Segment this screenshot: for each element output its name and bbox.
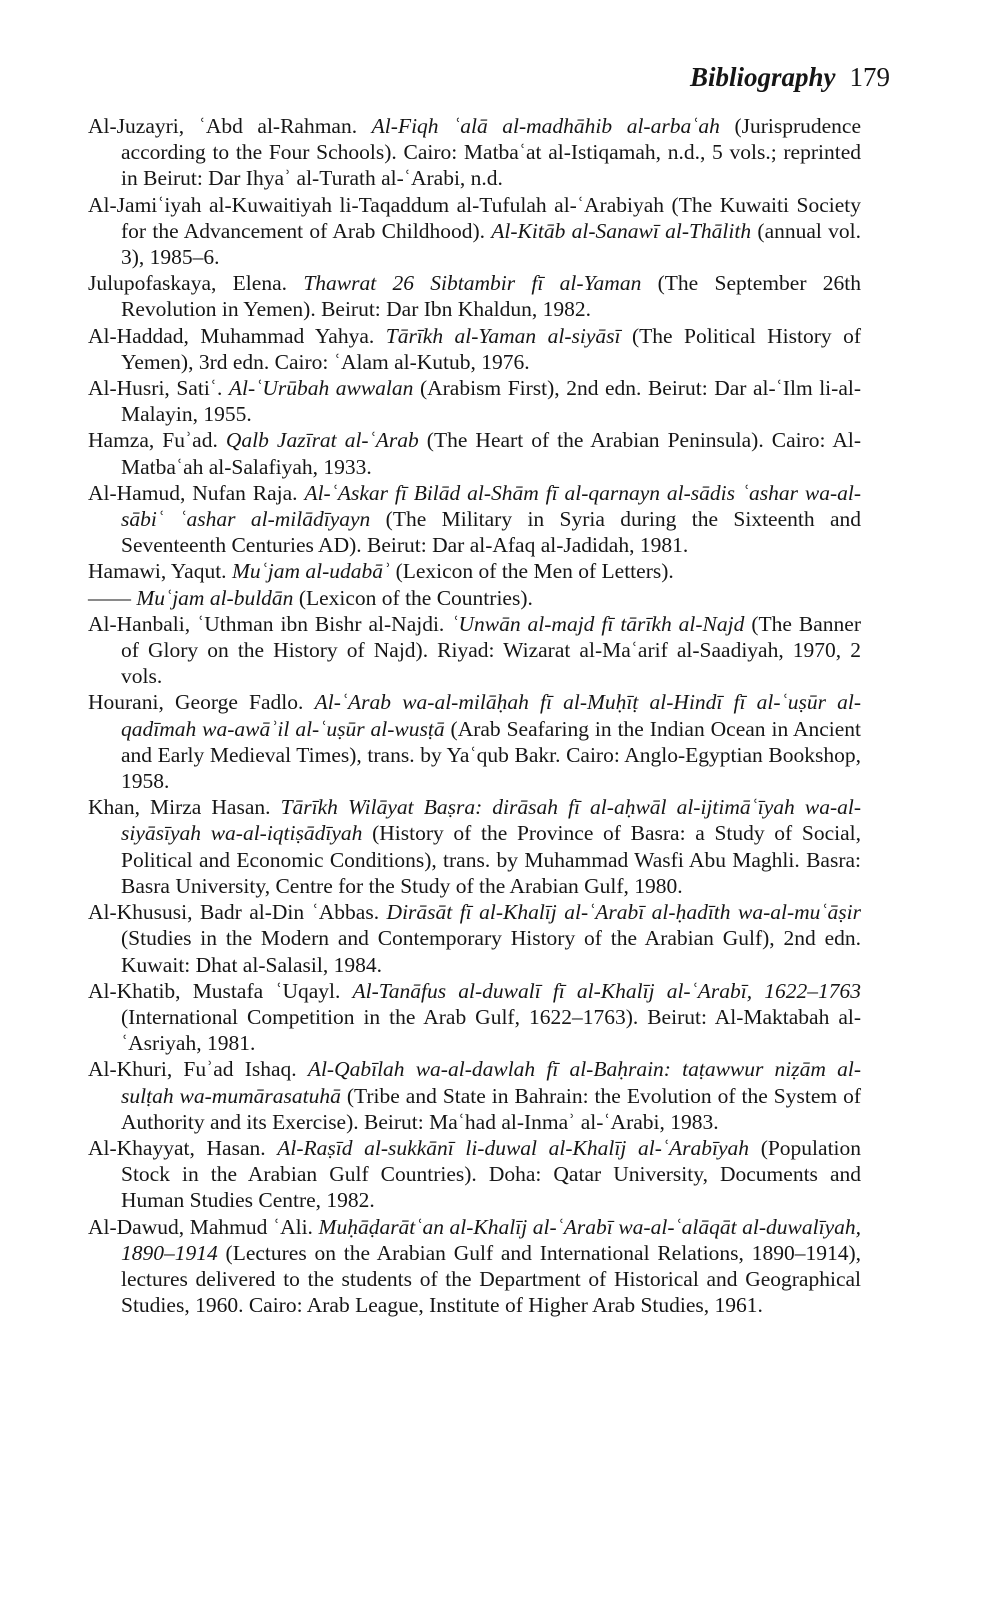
bibliography-entry	[88, 794, 861, 899]
bibliography-entry	[88, 375, 861, 427]
page-number: 179	[849, 62, 890, 92]
entry-title: ʿUnwān al-majd fī tārīkh al-Najd	[451, 611, 745, 636]
entry-details: (The September 26th Revolution in Yemen). Beirut: Dar Ibn Khaldun, 1982.	[121, 271, 862, 322]
bibliography-entry	[88, 1214, 861, 1319]
bibliography-list	[88, 113, 861, 1318]
entry-title: Muʿjam al-udabāʾ	[231, 559, 391, 584]
entry-title: Al-ʿArab wa-al-milāḥah fī al-Muḥīṭ al-Hindī fī al-ʿuṣūr al-qadīmah wa-awāʾil al-ʿuṣūr al-wusṭā	[121, 690, 862, 741]
bibliography-entry	[88, 558, 861, 584]
bibliography-entry	[88, 1056, 861, 1135]
entry-title: Tārīkh al-Yaman al-siyāsī	[385, 323, 621, 348]
bibliography-entry	[88, 192, 861, 271]
bibliography-entry	[88, 270, 861, 322]
entry-author: Al-Husri, Satiʿ.	[88, 376, 223, 401]
entry-details: (Lectures on the Arabian Gulf and International Relations, 1890–1914), lectures delivered to the students of the Department of Historical and Geographical Studies, 1960. Cairo: Arab League, Institute of Higher Arab Studies, 1961.	[121, 1240, 862, 1318]
entry-author: Al-Hanbali, ʿUthman ibn Bishr al-Najdi.	[88, 611, 445, 636]
entry-author: Al-Hamud, Nufan Raja.	[88, 480, 298, 505]
entry-title: Muḥāḍarātʿan al-Khalīj al-ʿArabī wa-al-ʿalāqāt al-duwalīyah, 1890–1914	[121, 1214, 861, 1265]
entry-author: ——	[88, 585, 131, 610]
bibliography-entry	[88, 689, 861, 794]
entry-details: (The Banner of Glory on the History of Najd). Riyad: Wizarat al-Maʿarif al-Saadiyah, 1970, 2 vols.	[121, 611, 862, 689]
bibliography-entry	[88, 585, 861, 611]
entry-details: (Lexicon of the Men of Letters).	[395, 559, 674, 584]
entry-title: Al-ʿUrūbah awwalan	[228, 376, 414, 401]
entry-details: (Studies in the Modern and Contemporary History of the Arabian Gulf), 2nd edn. Kuwait: Dhat al-Salasil, 1984.	[121, 926, 861, 977]
entry-title: Tārīkh Wilāyat Baṣra: dirāsah fī al-aḥwāl al-ijtimāʿīyah wa-al-siyāsīyah wa-al-iqtiṣādīyah	[121, 795, 861, 846]
entry-author: Al-Jamiʿiyah al-Kuwaitiyah li-Taqaddum al-Tufulah al-ʿArabiyah (The Kuwaiti Society for the Advancement of Arab Childhood).	[88, 192, 861, 243]
entry-details: (History of the Province of Basra: a Study of Social, Political and Economic Conditions), trans. by Muhammad Wasfi Abu Maghli. Basra: Basra University, Centre for the Study of the Arabian Gulf, 1980.	[121, 821, 862, 898]
entry-title: Thawrat 26 Sibtambir fī al-Yaman	[303, 271, 642, 296]
entry-author: Al-Khatib, Mustafa ʿUqayl.	[88, 978, 341, 1003]
entry-title: Qalb Jazīrat al-ʿArab	[225, 428, 419, 453]
entry-details: (International Competition in the Arab Gulf, 1622–1763). Beirut: Al-Maktabah al-ʿAsriyah, 1981.	[121, 1004, 861, 1056]
entry-title: Al-Qabīlah wa-al-dawlah fī al-Baḥrain: taṭawwur niẓām al-sulṭah wa-mumārasatuhā	[121, 1057, 861, 1108]
entry-title: Dirāsāt fī al-Khalīj al-ʿArabī al-ḥadīth wa-al-muʿāṣir	[386, 900, 862, 925]
entry-title: Al-Kitāb al-Sanawī al-Thālith	[491, 218, 752, 243]
bibliography-entry	[88, 611, 861, 690]
entry-title: Al-Fiqh ʿalā al-madhāhib al-arbaʿah	[371, 114, 720, 138]
entry-title: Al-Tanāfus al-duwalī fī al-Khalīj al-ʿArabī, 1622–1763	[352, 978, 861, 1003]
entry-title: Al-Raṣīd al-sukkānī li-duwal al-Khalīj al-ʿArabīyah	[277, 1135, 750, 1160]
entry-author: Al-Juzayri, ʿAbd al-Rahman.	[88, 114, 358, 138]
entry-details: (Jurisprudence according to the Four Schools). Cairo: Matbaʿat al-Istiqamah, n.d., 5 vols.; reprinted in Beirut: Dar Ihyaʾ al-Turath al-ʿArabi, n.d.	[121, 114, 862, 191]
entry-details: (The Political History of Yemen), 3rd edn. Cairo: ʿAlam al-Kutub, 1976.	[121, 323, 862, 374]
entry-author: Khan, Mirza Hasan.	[88, 795, 271, 820]
entry-details: (Lexicon of the Countries).	[298, 585, 533, 610]
bibliography-entry	[88, 978, 861, 1057]
entry-author: Al-Khayyat, Hasan.	[88, 1135, 266, 1160]
entry-title: Al-ʿAskar fī Bilād al-Shām fī al-qarnayn al-sādis ʿashar wa-al-sābiʿ ʿashar al-milādīyayn	[121, 480, 861, 532]
bibliography-entry	[88, 480, 861, 559]
entry-author: Hourani, George Fadlo.	[88, 690, 304, 715]
entry-author: Al-Khususi, Badr al-Din ʿAbbas.	[88, 900, 380, 925]
entry-details: (Arab Seafaring in the Indian Ocean in Ancient and Early Medieval Times), trans. by Yaʿqub Bakr. Cairo: Anglo-Egyptian Bookshop, 1958.	[121, 716, 861, 794]
entry-author: Al-Haddad, Muhammad Yahya.	[88, 323, 375, 348]
bibliography-entry	[88, 427, 861, 479]
bibliography-entry	[88, 113, 861, 192]
running-head-title: Bibliography	[689, 62, 836, 92]
bibliography-entry	[88, 323, 861, 375]
entry-details: (annual vol. 3), 1985–6.	[121, 218, 862, 270]
entry-details: (Population Stock in the Arabian Gulf Countries). Doha: Qatar University, Documents and Human Studies Centre, 1982.	[121, 1135, 862, 1213]
running-head	[690, 60, 890, 94]
bibliography-entry	[88, 899, 861, 978]
entry-details: (Tribe and State in Bahrain: the Evolution of the System of Authority and its Exercise). Beirut: Maʿhad al-Inmaʾ al-ʿArabi, 1983.	[121, 1083, 861, 1134]
entry-author: Al-Khuri, Fuʾad Ishaq.	[88, 1057, 297, 1082]
entry-author: Hamza, Fuʾad.	[88, 428, 218, 453]
entry-details: (The Heart of the Arabian Peninsula). Cairo: Al-Matbaʿah al-Salafiyah, 1933.	[121, 428, 862, 479]
bibliography-entry	[88, 1135, 861, 1214]
entry-details: (Arabism First), 2nd edn. Beirut: Dar al-ʿIlm li-al-Malayin, 1955.	[121, 376, 861, 427]
entry-title: Muʿjam al-buldān	[136, 585, 294, 610]
entry-author: Al-Dawud, Mahmud ʿAli.	[88, 1214, 313, 1239]
entry-author: Julupofaskaya, Elena.	[88, 271, 287, 296]
entry-details: (The Military in Syria during the Sixteenth and Seventeenth Centuries AD). Beirut: Dar al-Afaq al-Jadidah, 1981.	[121, 507, 862, 558]
entry-author: Hamawi, Yaqut.	[88, 559, 227, 584]
